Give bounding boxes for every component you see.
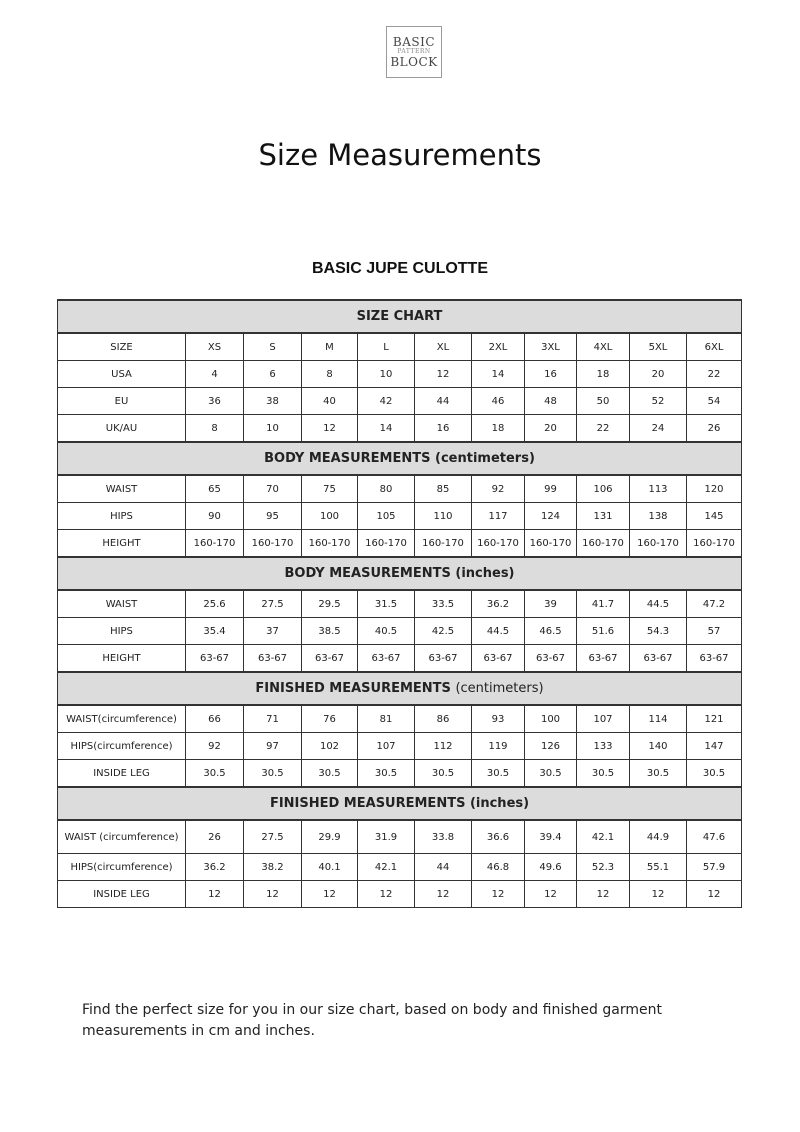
table-row xyxy=(58,503,742,530)
table-cell: 44 xyxy=(415,388,472,415)
table-cell: 46.8 xyxy=(472,854,525,881)
row-label: HIPS(circumference) xyxy=(58,733,186,760)
row-label: WAIST xyxy=(58,475,186,503)
table-cell: 63-67 xyxy=(687,645,742,673)
table-row xyxy=(58,333,742,361)
table-cell: 140 xyxy=(630,733,687,760)
table-cell: 33.8 xyxy=(415,820,472,854)
table-cell: 12 xyxy=(472,881,525,908)
table-cell: 126 xyxy=(525,733,577,760)
footer-note: Find the perfect size for you in our size chart, based on body and finished garment measurements in cm and inches. xyxy=(82,1002,662,1039)
table-row xyxy=(58,854,742,881)
table-cell: 36.2 xyxy=(186,854,244,881)
table-row xyxy=(58,618,742,645)
table-cell: 80 xyxy=(358,475,415,503)
table-row xyxy=(58,820,742,854)
table-cell: 107 xyxy=(358,733,415,760)
table-cell: 40.5 xyxy=(358,618,415,645)
table-cell: 114 xyxy=(630,705,687,733)
table-row xyxy=(58,415,742,443)
table-cell: 30.5 xyxy=(244,760,302,788)
table-cell: 160-170 xyxy=(630,530,687,558)
table-cell: 27.5 xyxy=(244,820,302,854)
table-cell: 14 xyxy=(358,415,415,443)
row-label: INSIDE LEG xyxy=(58,760,186,788)
table-cell: 112 xyxy=(415,733,472,760)
table-cell: 57 xyxy=(687,618,742,645)
table-cell: 18 xyxy=(472,415,525,443)
table-cell: 2XL xyxy=(472,333,525,361)
table-cell: 6 xyxy=(244,361,302,388)
table-cell: 100 xyxy=(302,503,358,530)
section-header-text: BODY MEASUREMENTS (inches) xyxy=(284,566,515,581)
table-cell: 124 xyxy=(525,503,577,530)
table-cell: 70 xyxy=(244,475,302,503)
table-cell: 131 xyxy=(577,503,630,530)
row-label: HIPS xyxy=(58,503,186,530)
table-cell: 105 xyxy=(358,503,415,530)
table-row xyxy=(58,388,742,415)
table-cell: L xyxy=(358,333,415,361)
table-cell: 49.6 xyxy=(525,854,577,881)
section-finished-cm xyxy=(58,672,742,705)
table-cell: 46.5 xyxy=(525,618,577,645)
table-cell: 52.3 xyxy=(577,854,630,881)
section-header xyxy=(58,300,742,333)
table-cell: 106 xyxy=(577,475,630,503)
section-header-text: FINISHED MEASUREMENTS xyxy=(255,681,451,696)
table-cell: 44.5 xyxy=(472,618,525,645)
table-cell: 93 xyxy=(472,705,525,733)
table-cell: 113 xyxy=(630,475,687,503)
table-cell: 71 xyxy=(244,705,302,733)
table-cell: 10 xyxy=(358,361,415,388)
section-header xyxy=(58,787,742,820)
table-cell: 50 xyxy=(577,388,630,415)
table-cell: 18 xyxy=(577,361,630,388)
table-cell: 42.1 xyxy=(358,854,415,881)
table-row xyxy=(58,645,742,673)
table-cell: 160-170 xyxy=(472,530,525,558)
table-cell: 92 xyxy=(186,733,244,760)
table-cell: 57.9 xyxy=(687,854,742,881)
table-cell: 25.6 xyxy=(186,590,244,618)
table-cell: 26 xyxy=(687,415,742,443)
table-cell: 85 xyxy=(415,475,472,503)
table-cell: 47.2 xyxy=(687,590,742,618)
table-cell: 35.4 xyxy=(186,618,244,645)
table-cell: 31.5 xyxy=(358,590,415,618)
table-cell: 12 xyxy=(244,881,302,908)
table-cell: 30.5 xyxy=(472,760,525,788)
table-cell: 63-67 xyxy=(244,645,302,673)
table-cell: 44.9 xyxy=(630,820,687,854)
table-cell: 90 xyxy=(186,503,244,530)
table-cell: 47.6 xyxy=(687,820,742,854)
table-cell: 29.5 xyxy=(302,590,358,618)
table-cell: 12 xyxy=(302,415,358,443)
section-header-text: SIZE CHART xyxy=(356,309,443,324)
table-cell: 92 xyxy=(472,475,525,503)
table-cell: 86 xyxy=(415,705,472,733)
table-row xyxy=(58,590,742,618)
row-label: HEIGHT xyxy=(58,530,186,558)
table-row xyxy=(58,733,742,760)
table-cell: 36.6 xyxy=(472,820,525,854)
table-cell: 147 xyxy=(687,733,742,760)
table-cell: M xyxy=(302,333,358,361)
table-cell: 38.2 xyxy=(244,854,302,881)
table-row xyxy=(58,530,742,558)
size-chart-body xyxy=(58,300,742,908)
table-cell: 30.5 xyxy=(186,760,244,788)
table-cell: 160-170 xyxy=(244,530,302,558)
table-cell: 63-67 xyxy=(186,645,244,673)
table-cell: 52 xyxy=(630,388,687,415)
row-label: WAIST (circumference) xyxy=(58,820,186,854)
table-cell: 42.1 xyxy=(577,820,630,854)
table-cell: 55.1 xyxy=(630,854,687,881)
section-header-text: FINISHED MEASUREMENTS (inches) xyxy=(269,796,530,811)
table-cell: 29.9 xyxy=(302,820,358,854)
table-cell: 12 xyxy=(358,881,415,908)
table-cell: 66 xyxy=(186,705,244,733)
table-cell: 160-170 xyxy=(687,530,742,558)
brand-logo xyxy=(386,26,442,78)
table-cell: 160-170 xyxy=(415,530,472,558)
table-cell: 3XL xyxy=(525,333,577,361)
section-header xyxy=(58,442,742,475)
table-cell: 4 xyxy=(186,361,244,388)
table-cell: 24 xyxy=(630,415,687,443)
row-label: USA xyxy=(58,361,186,388)
table-cell: 12 xyxy=(302,881,358,908)
section-header-text: BODY MEASUREMENTS (centimeters) xyxy=(264,451,535,466)
table-cell: 20 xyxy=(525,415,577,443)
table-cell: 117 xyxy=(472,503,525,530)
table-cell: 5XL xyxy=(630,333,687,361)
table-cell: 10 xyxy=(244,415,302,443)
row-label: HIPS(circumference) xyxy=(58,854,186,881)
table-row xyxy=(58,361,742,388)
table-cell: 44 xyxy=(415,854,472,881)
table-cell: 46 xyxy=(472,388,525,415)
table-cell: 14 xyxy=(472,361,525,388)
table-cell: 100 xyxy=(525,705,577,733)
table-cell: 30.5 xyxy=(302,760,358,788)
table-cell: 110 xyxy=(415,503,472,530)
row-label: WAIST xyxy=(58,590,186,618)
table-cell: 26 xyxy=(186,820,244,854)
table-cell: 44.5 xyxy=(630,590,687,618)
row-label: WAIST(circumference) xyxy=(58,705,186,733)
table-cell: 41.7 xyxy=(577,590,630,618)
table-cell: 138 xyxy=(630,503,687,530)
page-title: Size Measurements xyxy=(258,138,542,172)
section-header xyxy=(58,672,742,705)
table-cell: 6XL xyxy=(687,333,742,361)
table-cell: 39.4 xyxy=(525,820,577,854)
table-cell: 63-67 xyxy=(472,645,525,673)
table-cell: 12 xyxy=(415,361,472,388)
row-label: HEIGHT xyxy=(58,645,186,673)
table-cell: 54.3 xyxy=(630,618,687,645)
table-cell: 160-170 xyxy=(525,530,577,558)
table-cell: 30.5 xyxy=(630,760,687,788)
table-cell: 12 xyxy=(415,881,472,908)
table-cell: 20 xyxy=(630,361,687,388)
table-cell: 16 xyxy=(525,361,577,388)
table-cell: 27.5 xyxy=(244,590,302,618)
table-cell: 63-67 xyxy=(630,645,687,673)
table-cell: 54 xyxy=(687,388,742,415)
table-cell: 160-170 xyxy=(186,530,244,558)
table-cell: 51.6 xyxy=(577,618,630,645)
table-cell: 121 xyxy=(687,705,742,733)
section-body-in xyxy=(58,557,742,590)
table-cell: 12 xyxy=(525,881,577,908)
table-cell: 12 xyxy=(186,881,244,908)
table-cell: 12 xyxy=(687,881,742,908)
table-cell: 95 xyxy=(244,503,302,530)
table-cell: 107 xyxy=(577,705,630,733)
table-cell: 160-170 xyxy=(358,530,415,558)
table-cell: 12 xyxy=(630,881,687,908)
table-cell: 97 xyxy=(244,733,302,760)
table-cell: 65 xyxy=(186,475,244,503)
table-cell: 8 xyxy=(302,361,358,388)
table-cell: 31.9 xyxy=(358,820,415,854)
table-cell: 16 xyxy=(415,415,472,443)
row-label: HIPS xyxy=(58,618,186,645)
table-cell: 36.2 xyxy=(472,590,525,618)
table-cell: 8 xyxy=(186,415,244,443)
table-cell: 39 xyxy=(525,590,577,618)
table-cell: 37 xyxy=(244,618,302,645)
table-cell: 63-67 xyxy=(302,645,358,673)
table-cell: 38.5 xyxy=(302,618,358,645)
logo-line-pattern: PATTERN xyxy=(397,48,431,55)
table-cell: 33.5 xyxy=(415,590,472,618)
table-cell: 160-170 xyxy=(577,530,630,558)
table-cell: 12 xyxy=(577,881,630,908)
table-cell: XS xyxy=(186,333,244,361)
table-cell: 42 xyxy=(358,388,415,415)
size-chart-table xyxy=(57,299,742,908)
table-cell: 36 xyxy=(186,388,244,415)
section-header xyxy=(58,557,742,590)
table-cell: 99 xyxy=(525,475,577,503)
table-cell: 63-67 xyxy=(525,645,577,673)
table-cell: 48 xyxy=(525,388,577,415)
table-cell: 30.5 xyxy=(577,760,630,788)
logo-line-basic: BASIC xyxy=(392,35,436,49)
row-label: SIZE xyxy=(58,333,186,361)
table-cell: 30.5 xyxy=(687,760,742,788)
row-label: EU xyxy=(58,388,186,415)
table-cell: S xyxy=(244,333,302,361)
table-cell: 30.5 xyxy=(358,760,415,788)
table-row xyxy=(58,760,742,788)
row-label: UK/AU xyxy=(58,415,186,443)
table-cell: 133 xyxy=(577,733,630,760)
table-row xyxy=(58,705,742,733)
table-cell: 4XL xyxy=(577,333,630,361)
garment-title: BASIC JUPE CULOTTE xyxy=(311,260,488,277)
table-cell: 22 xyxy=(687,361,742,388)
table-cell: 40 xyxy=(302,388,358,415)
table-cell: 160-170 xyxy=(302,530,358,558)
table-cell: 119 xyxy=(472,733,525,760)
table-cell: 30.5 xyxy=(415,760,472,788)
table-cell: 30.5 xyxy=(525,760,577,788)
table-cell: 75 xyxy=(302,475,358,503)
table-cell: 63-67 xyxy=(577,645,630,673)
row-label: INSIDE LEG xyxy=(58,881,186,908)
table-cell: 63-67 xyxy=(415,645,472,673)
table-cell: 38 xyxy=(244,388,302,415)
table-cell: 120 xyxy=(687,475,742,503)
table-cell: 76 xyxy=(302,705,358,733)
table-cell: 42.5 xyxy=(415,618,472,645)
table-cell: 63-67 xyxy=(358,645,415,673)
section-size-chart xyxy=(58,300,742,333)
table-cell: XL xyxy=(415,333,472,361)
table-cell: 40.1 xyxy=(302,854,358,881)
section-finished-in xyxy=(58,787,742,820)
section-body-cm xyxy=(58,442,742,475)
table-row xyxy=(58,881,742,908)
table-row xyxy=(58,475,742,503)
section-header-unit: (centimeters) xyxy=(455,681,544,696)
table-cell: 81 xyxy=(358,705,415,733)
table-cell: 22 xyxy=(577,415,630,443)
table-cell: 102 xyxy=(302,733,358,760)
logo-line-block: BLOCK xyxy=(390,55,438,69)
table-cell: 145 xyxy=(687,503,742,530)
